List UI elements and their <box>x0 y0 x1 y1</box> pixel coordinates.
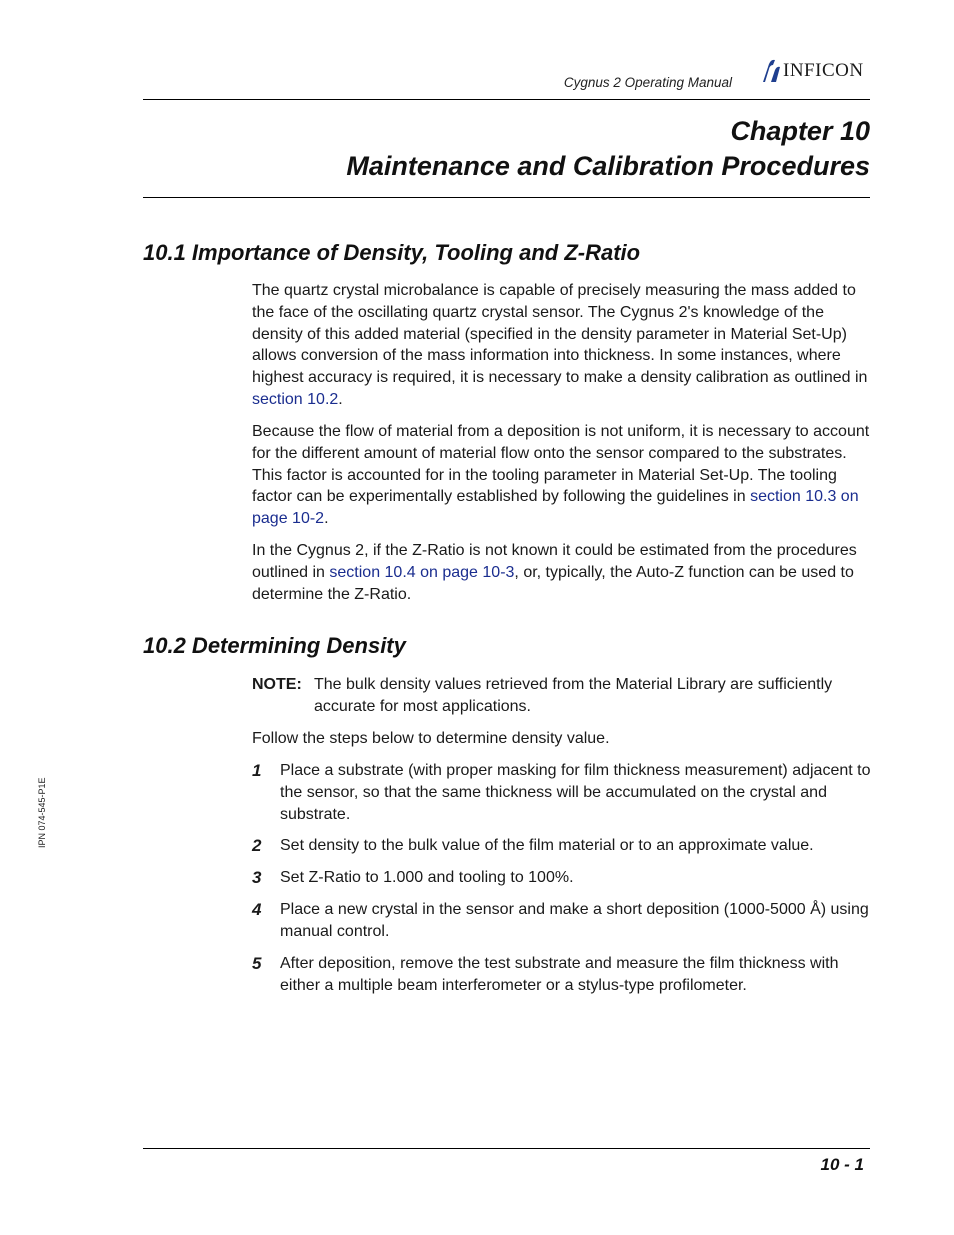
step-number: 1 <box>252 761 262 780</box>
chapter-rule <box>143 197 870 198</box>
chapter-name: Maintenance and Calibration Procedures <box>346 151 870 181</box>
step-text: Set Z-Ratio to 1.000 and tooling to 100%. <box>280 869 574 886</box>
step-item <box>252 899 872 943</box>
step-number: 5 <box>252 954 262 973</box>
note-block <box>252 674 872 718</box>
paragraph-tooling: Because the flow of material from a deposition is not uniform, it is necessary to account for the different amount of material flow onto the sensor compared to the substrates. This factor is accounted for in the tooling parameter in Material Set-Up. The tooling factor can be experimentally established by following the guidelines in section 10.3 on page 10-2. <box>252 423 870 528</box>
ipn-label: IPN 074-545-P1E <box>37 777 47 848</box>
footer-rule <box>143 1148 870 1149</box>
step-item <box>252 835 872 857</box>
steps-intro: Follow the steps below to determine density value. <box>252 730 610 747</box>
step-text: Set density to the bulk value of the film material or to an approximate value. <box>280 837 814 854</box>
link-section-10-3[interactable]: section 10.3 on page 10-2 <box>252 488 859 528</box>
note-label: NOTE: <box>252 676 302 693</box>
step-number: 2 <box>252 836 262 855</box>
chapter-number: Chapter 10 <box>730 116 870 146</box>
inficon-logo-icon <box>760 58 782 84</box>
section-heading-10-2: 10.2 Determining Density <box>143 633 406 658</box>
step-item <box>252 760 872 825</box>
page-number: 10 - 1 <box>820 1155 864 1174</box>
step-number: 4 <box>252 900 262 919</box>
header-rule <box>143 99 870 100</box>
paragraph-density: The quartz crystal microbalance is capable of precisely measuring the mass added to the face of the oscillating quartz crystal sensor. The Cygnus 2's knowledge of the density of this added material (specified in the density parameter in Material Set-Up) allows conversion of the mass information into thickness. In some instances, where highest accuracy is required, it is necessary to make a density calibration as outlined in section 10.2. <box>252 282 868 408</box>
manual-title: Cygnus 2 Operating Manual <box>563 75 732 90</box>
paragraph-z-ratio: In the Cygnus 2, if the Z-Ratio is not known it could be estimated from the procedures outlined in section 10.4 on page 10-3, or, typically, the Auto-Z function can be used to determine the Z-Ratio. <box>252 542 857 603</box>
section-heading-10-1: 10.1 Importance of Density, Tooling and Z-Ratio <box>143 240 641 265</box>
step-text: Place a new crystal in the sensor and make a short deposition (1000-5000 Å) using manual control. <box>280 901 869 940</box>
link-section-10-2[interactable]: section 10.2 <box>252 390 339 408</box>
logo-text: INFICON <box>783 60 864 81</box>
link-section-10-4[interactable]: section 10.4 on page 10-3 <box>329 563 515 581</box>
note-text: The bulk density values retrieved from the Material Library are sufficiently accurate for most applications. <box>314 676 833 715</box>
step-text: After deposition, remove the test substrate and measure the film thickness with either a multiple beam interferometer or a stylus-type profilometer. <box>280 955 839 994</box>
step-item <box>252 867 872 889</box>
step-number: 3 <box>252 868 262 887</box>
chapter-title <box>143 114 870 184</box>
company-logo <box>760 58 864 84</box>
step-item <box>252 953 872 997</box>
step-text: Place a substrate (with proper masking for film thickness measurement) adjacent to the sensor, so that the same thickness will be accumulated on the crystal and substrate. <box>280 762 871 823</box>
